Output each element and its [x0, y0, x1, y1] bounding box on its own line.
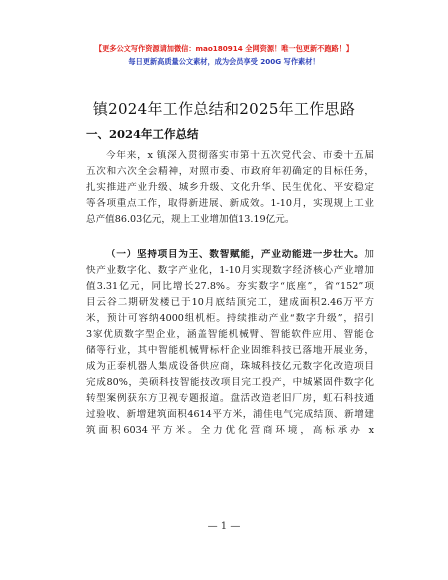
body-line: 目云谷二期研发楼已于10月底结顶完工，建成面积2.46万平方	[86, 297, 374, 308]
subsection-heading-line	[86, 249, 374, 261]
body-line: 五次和六次全会精神，对照市委、市政府年初确定的目标任务，	[86, 166, 374, 177]
body-line: 过验收、新增建筑面积4614平方米，浦佳电气完成结顶、新增建	[86, 409, 374, 420]
page-number: — 1 —	[207, 521, 241, 532]
body-line: 储等行业，其中智能机械臂标杆企业固维科技已落地开展业务，	[86, 345, 374, 356]
body-line: 今年来，x 镇深入贯彻落实市第十五次党代会、市委十五届	[106, 150, 374, 161]
body-line: 成为正泰机器人集成设备供应商，珠城科技亿元数字化改造项目	[86, 361, 374, 372]
body-line: 总产值86.03亿元，规上工业增加值13.19亿元。	[86, 214, 295, 225]
body-line: 筑面积6034平方米。全力优化营商环境，高标承办 x	[86, 425, 374, 436]
body-line: 扎实推进产业升级、城乡升级、文化升华、民生优化、平安稳定	[86, 182, 374, 193]
promo-banner-line-1: 【更多公文写作资源请加微信：mao180914 全网资源！唯一包更新不跑路！】	[94, 44, 354, 53]
body-line: 完成80%，美硕科技智能技改项目完工投产，中城紧固件数字化	[86, 377, 374, 388]
subsection-heading: （一）坚持项目为王、数智赋能，产业动能进一步壮大。	[106, 249, 365, 260]
body-line: 3家优质数字型企业，涵盖智能机械臂、智能软件应用、智能仓	[86, 329, 374, 340]
body-line: 快产业数字化、数字产业化，1-10月实现数字经济核心产业增加	[86, 265, 374, 276]
promo-banner-line-2: 每日更新高质量公文素材，成为会员享受 200G 写作素材！	[128, 57, 320, 66]
body-line: 值3.31亿元，同比增长27.8%。夯实数字“底座”，省“152”项	[86, 281, 374, 292]
body-line: 米，预计可容纳4000组机柜。持续推动产业“数字升级”，招引	[86, 313, 374, 324]
body-line: 等各项重点工作，取得新进展、新成效。1-10月，实现规上工业	[86, 198, 374, 209]
body-text-fragment: 加	[364, 249, 374, 260]
body-line: 转型案例获东方卫视专题报道。盘活改造老旧厂房，虹石科技通	[86, 393, 374, 404]
section-heading: 一、2024年工作总结	[86, 127, 199, 141]
document-title: 镇2024年工作总结和2025年工作思路	[92, 100, 356, 118]
